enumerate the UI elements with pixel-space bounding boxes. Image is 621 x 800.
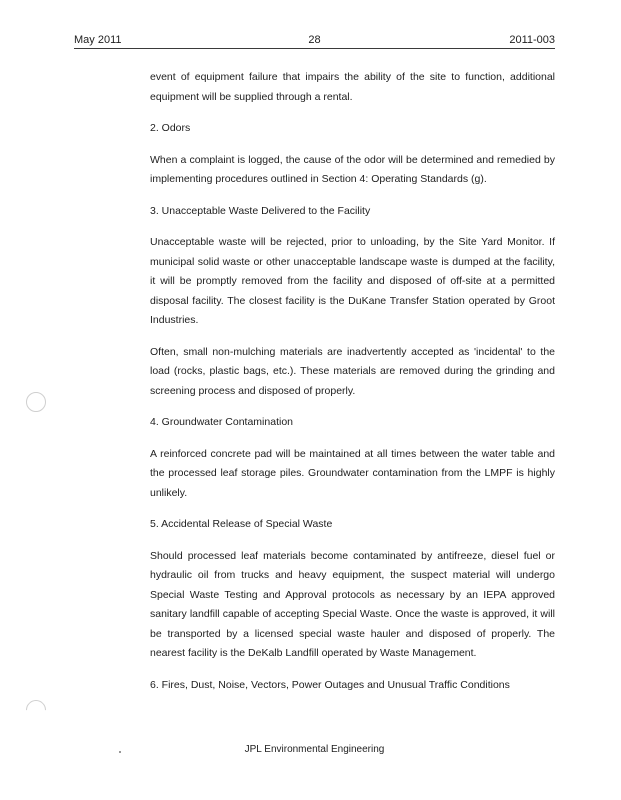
paragraph-equipment-rental: event of equipment failure that impairs the ability of the site to function, additional equipment will be supplied through a rental.: [150, 71, 555, 103]
section-heading-groundwater: 4. Groundwater Contamination: [150, 416, 293, 428]
section-heading-fires-dust-noise: 6. Fires, Dust, Noise, Vectors, Power Outages and Unusual Traffic Conditions: [150, 678, 510, 691]
binder-hole-partial: [22, 696, 50, 724]
paragraph-unacceptable-waste: Unacceptable waste will be rejected, prior to unloading, by the Site Yard Monitor. If municipal solid waste or other unacceptable landscape waste is dumped at the facility, it will be promptly removed from the facility and disposed of off-site at a permitted disposal facility. The closest facility is the DuKane Transfer Station operated by Groot Industries.: [150, 236, 555, 326]
binder-hole: [26, 392, 46, 412]
header-date: May 2011: [74, 34, 122, 46]
page-footer: JPL Environmental Engineering: [244, 744, 385, 755]
section-heading-odors: 2. Odors: [150, 122, 191, 134]
section-heading-unacceptable-waste: 3. Unacceptable Waste Delivered to the Facility: [150, 204, 371, 217]
paragraph-incidental-materials: Often, small non-mulching materials are inadvertently accepted as 'incidental' to the load (rocks, plastic bags, etc.). These materials are removed during the grinding and screening process and disposed of properly.: [150, 345, 555, 397]
paragraph-odors: When a complaint is logged, the cause of the odor will be determined and remedied by implementing procedures outlined in Section 4: Operating Standards (g).: [150, 153, 555, 185]
paragraph-groundwater: A reinforced concrete pad will be maintained at all times between the water table and the processed leaf storage piles. Groundwater contamination from the LMPF is highly unlikely.: [150, 447, 555, 499]
header-rule: [74, 48, 555, 49]
paragraph-special-waste: Should processed leaf materials become contaminated by antifreeze, diesel fuel or hydraulic oil from trucks and heavy equipment, the suspect material will undergo Special Waste Testing and Approval protocols as necessary by an IEPA approved sanitary landfill capable of accepting Special Waste. Once the waste is approved, it will be transported by a licensed special waste hauler and disposed of properly. The nearest facility is the DeKalb Landfill operated by Waste Management.: [150, 549, 555, 659]
page-number: 28: [308, 34, 321, 46]
body-text: [150, 68, 555, 707]
section-heading-special-waste: 5. Accidental Release of Special Waste: [150, 518, 333, 530]
document-number: 2011-003: [509, 34, 555, 46]
